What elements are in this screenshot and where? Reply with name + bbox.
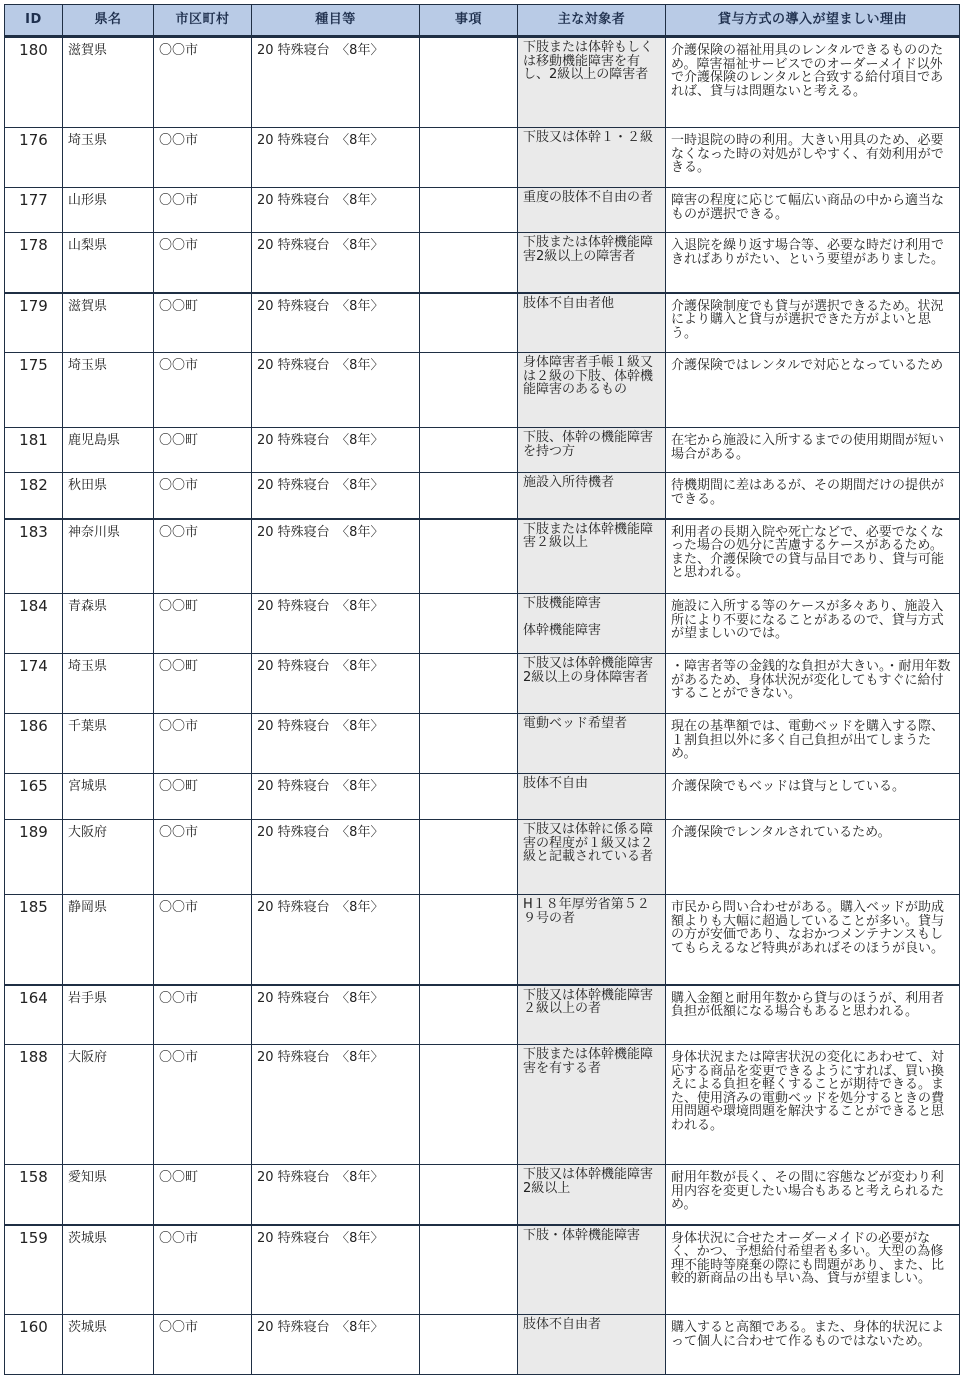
cell-reason: 利用者の長期入院や死亡などで、必要でなくなった場合の処分に苦慮するケースがあるため。また、介護保険での貸与品目であり、貸与可能と思われる。	[666, 519, 960, 594]
cell-city: 〇〇市	[154, 1315, 252, 1375]
cell-target: 電動ベッド希望者	[518, 714, 666, 774]
cell-id: 184	[5, 594, 63, 654]
cell-kind: 20 特殊寝台 〈8年〉	[252, 1315, 420, 1375]
cell-city: 〇〇市	[154, 895, 252, 985]
cell-target: 重度の肢体不自由の者	[518, 188, 666, 233]
cell-city: 〇〇市	[154, 1045, 252, 1165]
cell-kind: 20 特殊寝台 〈8年〉	[252, 1045, 420, 1165]
cell-kind: 20 特殊寝台 〈8年〉	[252, 774, 420, 820]
cell-id: 188	[5, 1045, 63, 1165]
cell-pref: 愛知県	[63, 1165, 154, 1225]
cell-kind: 20 特殊寝台 〈8年〉	[252, 1225, 420, 1315]
cell-kind: 20 特殊寝台 〈8年〉	[252, 233, 420, 293]
cell-city: 〇〇市	[154, 188, 252, 233]
cell-reason: 待機期間に差はあるが、その期間だけの提供ができる。	[666, 473, 960, 519]
cell-city: 〇〇町	[154, 293, 252, 353]
header-kind: 種目等	[252, 5, 420, 37]
cell-city: 〇〇市	[154, 519, 252, 594]
cell-pref: 大阪府	[63, 820, 154, 895]
cell-note	[420, 128, 518, 188]
cell-kind: 20 特殊寝台 〈8年〉	[252, 519, 420, 594]
cell-pref: 埼玉県	[63, 128, 154, 188]
cell-pref: 茨城県	[63, 1225, 154, 1315]
cell-pref: 宮城県	[63, 774, 154, 820]
cell-note	[420, 37, 518, 128]
cell-target: 肢体不自由者	[518, 1315, 666, 1375]
cell-target: H１８年厚労省第５２９号の者	[518, 895, 666, 985]
cell-reason: 介護保険制度でも貸与が選択できるため。状況により購入と貸与が選択できた方がよいと思う。	[666, 293, 960, 353]
cell-note	[420, 895, 518, 985]
cell-id: 174	[5, 654, 63, 714]
cell-target: 下肢又は体幹機能障害２級以上の者	[518, 985, 666, 1045]
cell-kind: 20 特殊寝台 〈8年〉	[252, 820, 420, 895]
cell-note	[420, 594, 518, 654]
table-row	[5, 428, 960, 473]
cell-pref: 滋賀県	[63, 293, 154, 353]
cell-id: 176	[5, 128, 63, 188]
cell-pref: 神奈川県	[63, 519, 154, 594]
cell-reason: 市民から問い合わせがある。購入ベッドが助成額よりも大幅に超過していることが多い。貸与の方が安価であり、なおかつメンテナンスもしてもらえるなど特典があればそのほうが良い。	[666, 895, 960, 985]
cell-city: 〇〇町	[154, 654, 252, 714]
header-city: 市区町村	[154, 5, 252, 37]
cell-note	[420, 654, 518, 714]
cell-target: 肢体不自由者他	[518, 293, 666, 353]
table-row	[5, 654, 960, 714]
cell-id: 178	[5, 233, 63, 293]
table-row	[5, 473, 960, 519]
cell-city: 〇〇市	[154, 37, 252, 128]
cell-reason: 入退院を繰り返す場合等、必要な時だけ利用できればありがたい、という要望がありました。	[666, 233, 960, 293]
cell-reason: 現在の基準額では、電動ベッドを購入する際、１割負担以外に多く自己負担が出てしまうため。	[666, 714, 960, 774]
cell-id: 182	[5, 473, 63, 519]
cell-id: 179	[5, 293, 63, 353]
cell-id: 158	[5, 1165, 63, 1225]
table-row	[5, 594, 960, 654]
cell-reason: 介護保険の福祉用具のレンタルできるもののため。障害福祉サービスでのオーダーメイド以外で介護保険のレンタルと合致する給付項目であれば、貸与は問題ないと考える。	[666, 37, 960, 128]
cell-city: 〇〇町	[154, 594, 252, 654]
cell-city: 〇〇市	[154, 353, 252, 428]
cell-id: 180	[5, 37, 63, 128]
cell-reason: 在宅から施設に入所するまでの使用期間が短い場合がある。	[666, 428, 960, 473]
table-row	[5, 1315, 960, 1375]
cell-kind: 20 特殊寝台 〈8年〉	[252, 188, 420, 233]
cell-id: 164	[5, 985, 63, 1045]
cell-kind: 20 特殊寝台 〈8年〉	[252, 128, 420, 188]
cell-kind: 20 特殊寝台 〈8年〉	[252, 594, 420, 654]
cell-reason: 施設に入所する等のケースが多々あり、施設入所により不要になることがあるので、貸与方式が望ましいのでは。	[666, 594, 960, 654]
cell-kind: 20 特殊寝台 〈8年〉	[252, 428, 420, 473]
cell-city: 〇〇市	[154, 1225, 252, 1315]
cell-target: 下肢または体幹機能障害を有する者	[518, 1045, 666, 1165]
cell-note	[420, 353, 518, 428]
cell-pref: 岩手県	[63, 985, 154, 1045]
cell-pref: 青森県	[63, 594, 154, 654]
cell-id: 175	[5, 353, 63, 428]
cell-reason: ・障害者等の金銭的な負担が大きい。・耐用年数があるため、身体状況が変化してもすぐに給付することができない。	[666, 654, 960, 714]
cell-pref: 滋賀県	[63, 37, 154, 128]
cell-city: 〇〇市	[154, 128, 252, 188]
data-table	[4, 4, 960, 1375]
cell-target: 下肢又は体幹１・２級	[518, 128, 666, 188]
cell-kind: 20 特殊寝台 〈8年〉	[252, 293, 420, 353]
cell-id: 189	[5, 820, 63, 895]
cell-reason: 耐用年数が長く、その間に容態などが変わり利用内容を変更したい場合もあると考えられるため。	[666, 1165, 960, 1225]
header-id: ID	[5, 5, 63, 37]
table-row	[5, 233, 960, 293]
table-row	[5, 1225, 960, 1315]
cell-kind: 20 特殊寝台 〈8年〉	[252, 654, 420, 714]
table-row	[5, 188, 960, 233]
cell-note	[420, 1045, 518, 1165]
cell-note	[420, 820, 518, 895]
cell-city: 〇〇市	[154, 473, 252, 519]
cell-id: 183	[5, 519, 63, 594]
header-target: 主な対象者	[518, 5, 666, 37]
cell-pref: 茨城県	[63, 1315, 154, 1375]
cell-pref: 山梨県	[63, 233, 154, 293]
table-row	[5, 37, 960, 128]
cell-pref: 大阪府	[63, 1045, 154, 1165]
table-body	[5, 37, 960, 1375]
cell-city: 〇〇市	[154, 985, 252, 1045]
cell-reason: 介護保険でもベッドは貸与としている。	[666, 774, 960, 820]
cell-reason: 身体状況または障害状況の変化にあわせて、対応する商品を変更できるようにすれば、買い換えによる負担を軽くすることが期待できる。また、使用済みの電動ベッドを処分するときの費用問題や環境問題を解決することができると思われる。	[666, 1045, 960, 1165]
cell-target: 下肢又は体幹機能障害2級以上	[518, 1165, 666, 1225]
cell-reason: 介護保険でレンタルされているため。	[666, 820, 960, 895]
cell-pref: 埼玉県	[63, 353, 154, 428]
cell-pref: 静岡県	[63, 895, 154, 985]
cell-target: 施設入所待機者	[518, 473, 666, 519]
cell-pref: 山形県	[63, 188, 154, 233]
cell-target: 下肢又は体幹に係る障害の程度が１級又は２級と記載されている者	[518, 820, 666, 895]
cell-note	[420, 985, 518, 1045]
cell-city: 〇〇市	[154, 820, 252, 895]
cell-id: 185	[5, 895, 63, 985]
cell-id: 177	[5, 188, 63, 233]
cell-city: 〇〇市	[154, 233, 252, 293]
cell-reason: 身体状況に合せたオーダーメイドの必要がなく、かつ、予想給付希望者も多い。大型の為修理不能時等廃棄の際にも問題があり、また、比較的新商品の出も早い為、貸与が望ましい。	[666, 1225, 960, 1315]
table-row	[5, 293, 960, 353]
cell-id: 165	[5, 774, 63, 820]
cell-kind: 20 特殊寝台 〈8年〉	[252, 1165, 420, 1225]
table-row	[5, 353, 960, 428]
cell-note	[420, 1225, 518, 1315]
table-row	[5, 985, 960, 1045]
cell-pref: 千葉県	[63, 714, 154, 774]
cell-note	[420, 188, 518, 233]
cell-note	[420, 774, 518, 820]
table-row	[5, 1045, 960, 1165]
cell-id: 186	[5, 714, 63, 774]
cell-target: 下肢または体幹機能障害2級以上の障害者	[518, 233, 666, 293]
cell-note	[420, 473, 518, 519]
cell-kind: 20 特殊寝台 〈8年〉	[252, 714, 420, 774]
cell-reason: 介護保険ではレンタルで対応となっているため	[666, 353, 960, 428]
cell-pref: 埼玉県	[63, 654, 154, 714]
cell-target: 下肢または体幹もしくは移動機能障害を有し、2級以上の障害者	[518, 37, 666, 128]
cell-pref: 秋田県	[63, 473, 154, 519]
cell-reason: 障害の程度に応じて幅広い商品の中から適当なものが選択できる。	[666, 188, 960, 233]
table-row	[5, 714, 960, 774]
cell-note	[420, 428, 518, 473]
cell-kind: 20 特殊寝台 〈8年〉	[252, 985, 420, 1045]
cell-note	[420, 293, 518, 353]
cell-target: 下肢・体幹機能障害	[518, 1225, 666, 1315]
cell-target: 下肢、体幹の機能障害を持つ方	[518, 428, 666, 473]
cell-note	[420, 1165, 518, 1225]
cell-city: 〇〇町	[154, 428, 252, 473]
cell-kind: 20 特殊寝台 〈8年〉	[252, 895, 420, 985]
cell-reason: 購入金額と耐用年数から貸与のほうが、利用者負担が低額になる場合もあると思われる。	[666, 985, 960, 1045]
cell-note	[420, 714, 518, 774]
cell-target: 肢体不自由	[518, 774, 666, 820]
table-row	[5, 128, 960, 188]
cell-note	[420, 233, 518, 293]
cell-pref: 鹿児島県	[63, 428, 154, 473]
cell-target: 下肢機能障害 体幹機能障害	[518, 594, 666, 654]
cell-kind: 20 特殊寝台 〈8年〉	[252, 353, 420, 428]
header-note: 事項	[420, 5, 518, 37]
cell-reason: 購入すると高額である。また、身体的状況によって個人に合わせて作るものではないため。	[666, 1315, 960, 1375]
table-row	[5, 895, 960, 985]
table-row	[5, 774, 960, 820]
cell-city: 〇〇町	[154, 774, 252, 820]
cell-id: 181	[5, 428, 63, 473]
cell-kind: 20 特殊寝台 〈8年〉	[252, 473, 420, 519]
cell-target: 下肢又は体幹機能障害2級以上の身体障害者	[518, 654, 666, 714]
cell-reason: 一時退院の時の利用。大きい用具のため、必要なくなった時の対処がしやすく、有効利用ができる。	[666, 128, 960, 188]
cell-target: 身体障害者手帳１級又は２級の下肢、体幹機能障害のあるもの	[518, 353, 666, 428]
table-row	[5, 519, 960, 594]
table-row	[5, 1165, 960, 1225]
cell-id: 159	[5, 1225, 63, 1315]
cell-city: 〇〇市	[154, 714, 252, 774]
cell-note	[420, 1315, 518, 1375]
header-reason: 貸与方式の導入が望ましい理由	[666, 5, 960, 37]
cell-kind: 20 特殊寝台 〈8年〉	[252, 37, 420, 128]
cell-city: 〇〇町	[154, 1165, 252, 1225]
cell-id: 160	[5, 1315, 63, 1375]
cell-note	[420, 519, 518, 594]
cell-target: 下肢または体幹機能障害２級以上	[518, 519, 666, 594]
header-pref: 県名	[63, 5, 154, 37]
table-row	[5, 820, 960, 895]
header-row	[5, 5, 960, 37]
